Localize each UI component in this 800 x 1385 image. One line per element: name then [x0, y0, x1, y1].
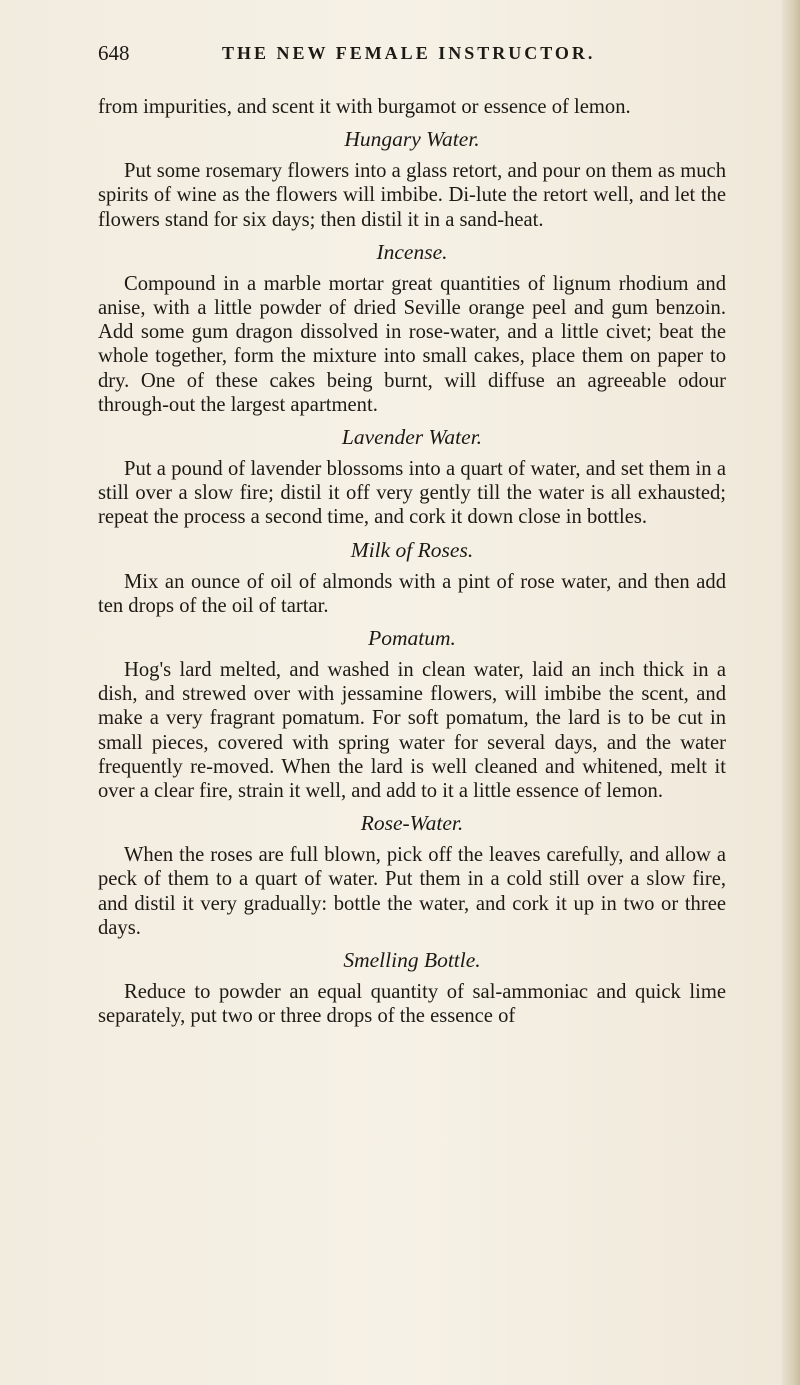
heading-smelling-bottle: Smelling Bottle.: [343, 948, 481, 973]
paragraph-continuation: from impurities, and scent it with burgamot or essence of lemon.: [98, 96, 631, 118]
heading-rose-water: Rose-Water.: [360, 811, 464, 836]
paragraph-incense: Compound in a marble mortar great quantities of lignum rhodium and anise, with a little powder of dried Seville orange peel and gum benzoin. Add some gum dragon dissolved in rose-water, and a little civet; beat the whole together, form the mixture into small cakes, place them on paper to dry. One of these cakes being burnt, will diffuse an agreeable odour through-out the largest apartment.: [98, 272, 726, 416]
paragraph-pomatum: Hog's lard melted, and washed in clean water, laid an inch thick in a dish, and strewed over with jessamine flowers, will imbibe the scent, and make a very fragrant pomatum. For soft pomatum, the lard is to be cut in small pieces, covered with spring water for several days, and the water frequently re-moved. When the lard is well cleaned and whitened, melt it over a clear fire, strain it well, and add to it a little essence of lemon.: [98, 659, 726, 803]
paragraph-smelling-bottle: Reduce to powder an equal quantity of sal-ammoniac and quick lime separately, put two or three drops of the essence of: [98, 981, 726, 1028]
page-number: 648: [98, 41, 130, 65]
heading-pomatum: Pomatum.: [368, 626, 456, 651]
heading-incense: Incense.: [376, 239, 448, 264]
page-edge: [782, 0, 800, 1385]
page-header: [98, 38, 738, 68]
heading-hungary-water: Hungary Water.: [344, 127, 480, 152]
paragraph-lavender-water: Put a pound of lavender blossoms into a quart of water, and set them in a still over a slow fire; distil it off very gently till the water is all exhausted; repeat the process a second time, and cork it down close in bottles.: [98, 458, 726, 529]
body-text: [98, 95, 726, 1028]
paragraph-hungary-water: Put some rosemary flowers into a glass retort, and pour on them as much spirits of wine as the flowers will imbibe. Di-lute the retort well, and let the flowers stand for six days; then distil it in a sand-heat.: [98, 160, 726, 231]
running-head: THE NEW FEMALE INSTRUCTOR.: [222, 43, 596, 63]
paragraph-milk-of-roses: Mix an ounce of oil of almonds with a pint of rose water, and then add ten drops of the oil of tartar.: [98, 570, 726, 617]
heading-milk-of-roses: Milk of Roses.: [350, 537, 474, 562]
paragraph-rose-water: When the roses are full blown, pick off the leaves carefully, and allow a peck of them to a quart of water. Put them in a cold still over a slow fire, and distil it very gradually: bottle the water, and cork it up in two or three days.: [98, 844, 726, 939]
heading-lavender-water: Lavender Water.: [341, 425, 483, 450]
